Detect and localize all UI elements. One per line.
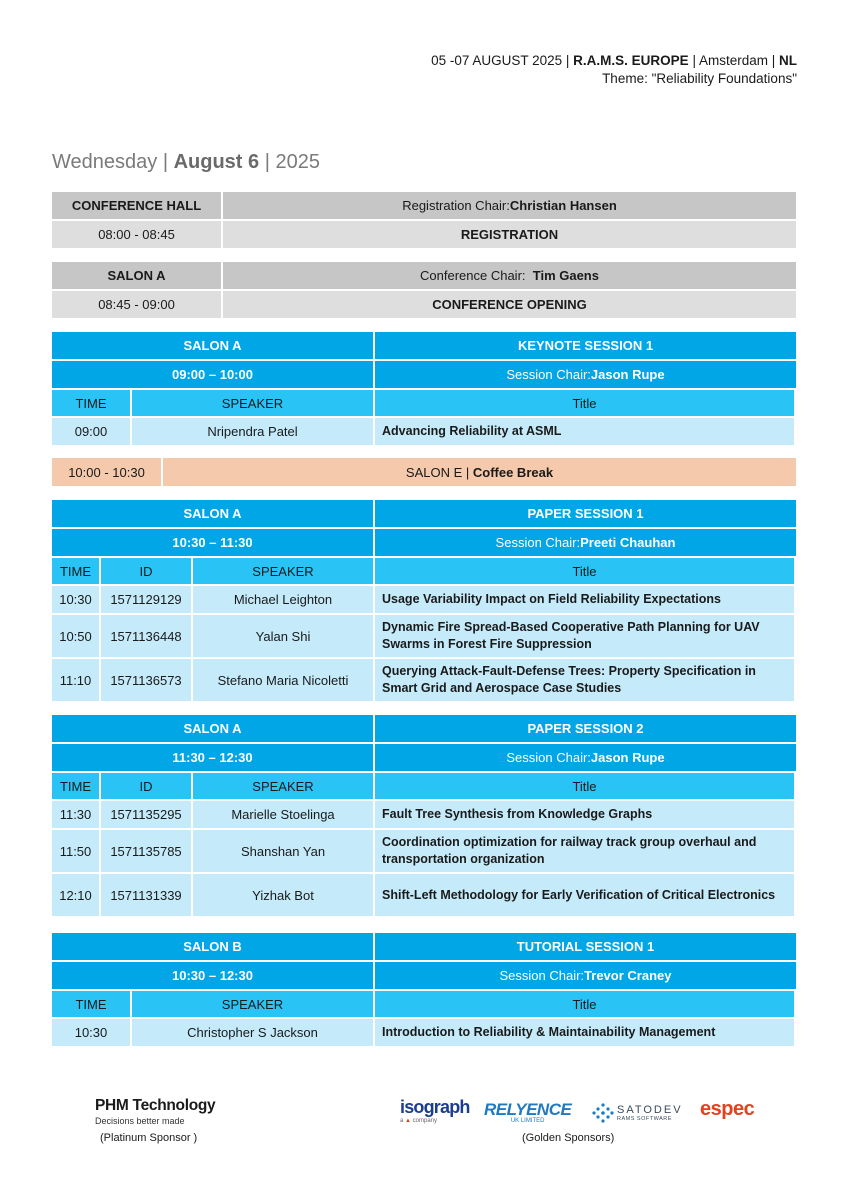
row-speaker: Stefano Maria Nicoletti [193, 659, 373, 701]
day-title: Wednesday | August 6 | 2025 [52, 151, 320, 173]
chair-name: Preeti Chauhan [580, 535, 676, 550]
table-row [52, 1019, 796, 1046]
room-label: SALON A [52, 715, 373, 742]
event-city: Amsterdam [698, 53, 768, 68]
chair-name: Trevor Craney [584, 968, 672, 983]
col-header-title: Title [375, 991, 794, 1017]
chair-line: Session Chair: Jason Rupe [375, 361, 796, 388]
row-time: 10:50 [52, 615, 99, 657]
satodev-logo: SATODEV RAMS SOFTWARE [592, 1103, 683, 1123]
col-header-title: Title [375, 558, 794, 584]
col-header-speaker: SPEAKER [132, 390, 373, 416]
col-header-time: TIME [52, 558, 99, 584]
col-header-id: ID [101, 558, 191, 584]
row-time: 11:50 [52, 830, 99, 872]
session-time: 10:30 – 12:30 [52, 962, 373, 989]
event-header [431, 52, 797, 88]
row-time: 10:30 [52, 1019, 130, 1046]
opening-block [52, 262, 796, 318]
col-header-time: TIME [52, 991, 130, 1017]
chair-name: Christian Hansen [509, 198, 617, 213]
paper-session-2 [52, 715, 796, 916]
row-speaker: Marielle Stoelinga [193, 801, 373, 828]
session-name: PAPER SESSION 2 [375, 715, 796, 742]
col-header-time: TIME [52, 773, 99, 799]
row-title: Fault Tree Synthesis from Knowledge Graphs [375, 801, 794, 828]
espec-logo: espec [700, 1098, 755, 1120]
chair-line: Session Chair: Jason Rupe [375, 744, 796, 771]
table-row [52, 801, 796, 828]
table-row [52, 418, 796, 445]
satodev-dots-icon [592, 1103, 614, 1123]
chair-name: Jason Rupe [590, 367, 665, 382]
event-country: NL [779, 53, 797, 68]
row-time: 11:10 [52, 659, 99, 701]
row-title: Introduction to Reliability & Maintainability Management [375, 1019, 794, 1046]
chair-line: Conference Chair: Tim Gaens [223, 262, 796, 289]
table-row [52, 874, 796, 916]
room-label: SALON A [52, 262, 221, 289]
row-title: Dynamic Fire Spread-Based Cooperative Path Planning for UAV Swarms in Forest Fire Suppression [375, 615, 794, 657]
col-header-id: ID [101, 773, 191, 799]
row-time: 09:00 [52, 418, 130, 445]
table-row [52, 586, 796, 613]
row-title: Advancing Reliability at ASML [375, 418, 794, 445]
session-name: TUTORIAL SESSION 1 [375, 933, 796, 960]
event-dates: 05 -07 AUGUST 2025 [431, 53, 563, 68]
coffee-label: SALON E | Coffee Break [163, 458, 796, 486]
chair-line: Session Chair: Preeti Chauhan [375, 529, 796, 556]
room-label: SALON A [52, 500, 373, 527]
session-time: 11:30 – 12:30 [52, 744, 373, 771]
session-time: 09:00 – 10:00 [52, 361, 373, 388]
row-id: 1571135785 [101, 830, 191, 872]
event-line: 05 -07 AUGUST 2025 | R.A.M.S. EUROPE | Amsterdam | NL [431, 53, 797, 68]
row-id: 1571135295 [101, 801, 191, 828]
day-date: August 6 [173, 151, 260, 173]
keynote-session [52, 332, 796, 445]
row-speaker: Yalan Shi [193, 615, 373, 657]
slot-event: REGISTRATION [223, 221, 796, 248]
registration-block [52, 192, 796, 248]
col-header-title: Title [375, 773, 794, 799]
phm-technology-logo: PHM Technology Decisions better made [95, 1097, 216, 1126]
session-time: 10:30 – 11:30 [52, 529, 373, 556]
coffee-break [52, 458, 796, 486]
isograph-mark-icon: ▲ [405, 1118, 411, 1124]
row-id: 1571129129 [101, 586, 191, 613]
row-id: 1571131339 [101, 874, 191, 916]
row-speaker: Christopher S Jackson [132, 1019, 373, 1046]
row-speaker: Michael Leighton [193, 586, 373, 613]
row-speaker: Shanshan Yan [193, 830, 373, 872]
row-id: 1571136448 [101, 615, 191, 657]
row-time: 11:30 [52, 801, 99, 828]
col-header-time: TIME [52, 390, 130, 416]
room-label: SALON A [52, 332, 373, 359]
col-header-speaker: SPEAKER [193, 773, 373, 799]
chair-line: Session Chair: Trevor Craney [375, 962, 796, 989]
table-row [52, 659, 796, 701]
row-time: 10:30 [52, 586, 99, 613]
platinum-sponsor-label: (Platinum Sponsor ) [100, 1132, 198, 1144]
slot-event: CONFERENCE OPENING [223, 291, 796, 318]
row-time: 12:10 [52, 874, 99, 916]
chair-line: Registration Chair: Christian Hansen [223, 192, 796, 219]
slot-time: 10:00 - 10:30 [52, 458, 161, 486]
golden-sponsors-label: (Golden Sponsors) [522, 1132, 615, 1144]
row-id: 1571136573 [101, 659, 191, 701]
isograph-logo: isograph a ▲ company [400, 1097, 470, 1124]
session-name: KEYNOTE SESSION 1 [375, 332, 796, 359]
session-name: PAPER SESSION 1 [375, 500, 796, 527]
chair-name: Jason Rupe [590, 750, 665, 765]
row-title: Usage Variability Impact on Field Reliability Expectations [375, 586, 794, 613]
room-label: CONFERENCE HALL [52, 192, 221, 219]
relyence-logo: RELYENCE UK LIMITED [484, 1100, 572, 1124]
row-speaker: Yizhak Bot [193, 874, 373, 916]
row-title: Coordination optimization for railway track group overhaul and transportation organization [375, 830, 794, 872]
row-speaker: Nripendra Patel [132, 418, 373, 445]
chair-name: Tim Gaens [532, 268, 599, 283]
event-name: R.A.M.S. EUROPE [573, 53, 689, 68]
table-row [52, 830, 796, 872]
paper-session-1 [52, 500, 796, 701]
room-label: SALON B [52, 933, 373, 960]
event-theme: Theme: "Reliability Foundations" [602, 71, 797, 86]
row-title: Shift-Left Methodology for Early Verification of Critical Electronics [375, 874, 794, 916]
col-header-speaker: SPEAKER [132, 991, 373, 1017]
col-header-title: Title [375, 390, 794, 416]
tutorial-session-1 [52, 933, 796, 1046]
row-title: Querying Attack-Fault-Defense Trees: Property Specification in Smart Grid and Aerospace Case Studies [375, 659, 794, 701]
slot-time: 08:00 - 08:45 [52, 221, 221, 248]
table-row [52, 615, 796, 657]
col-header-speaker: SPEAKER [193, 558, 373, 584]
slot-time: 08:45 - 09:00 [52, 291, 221, 318]
